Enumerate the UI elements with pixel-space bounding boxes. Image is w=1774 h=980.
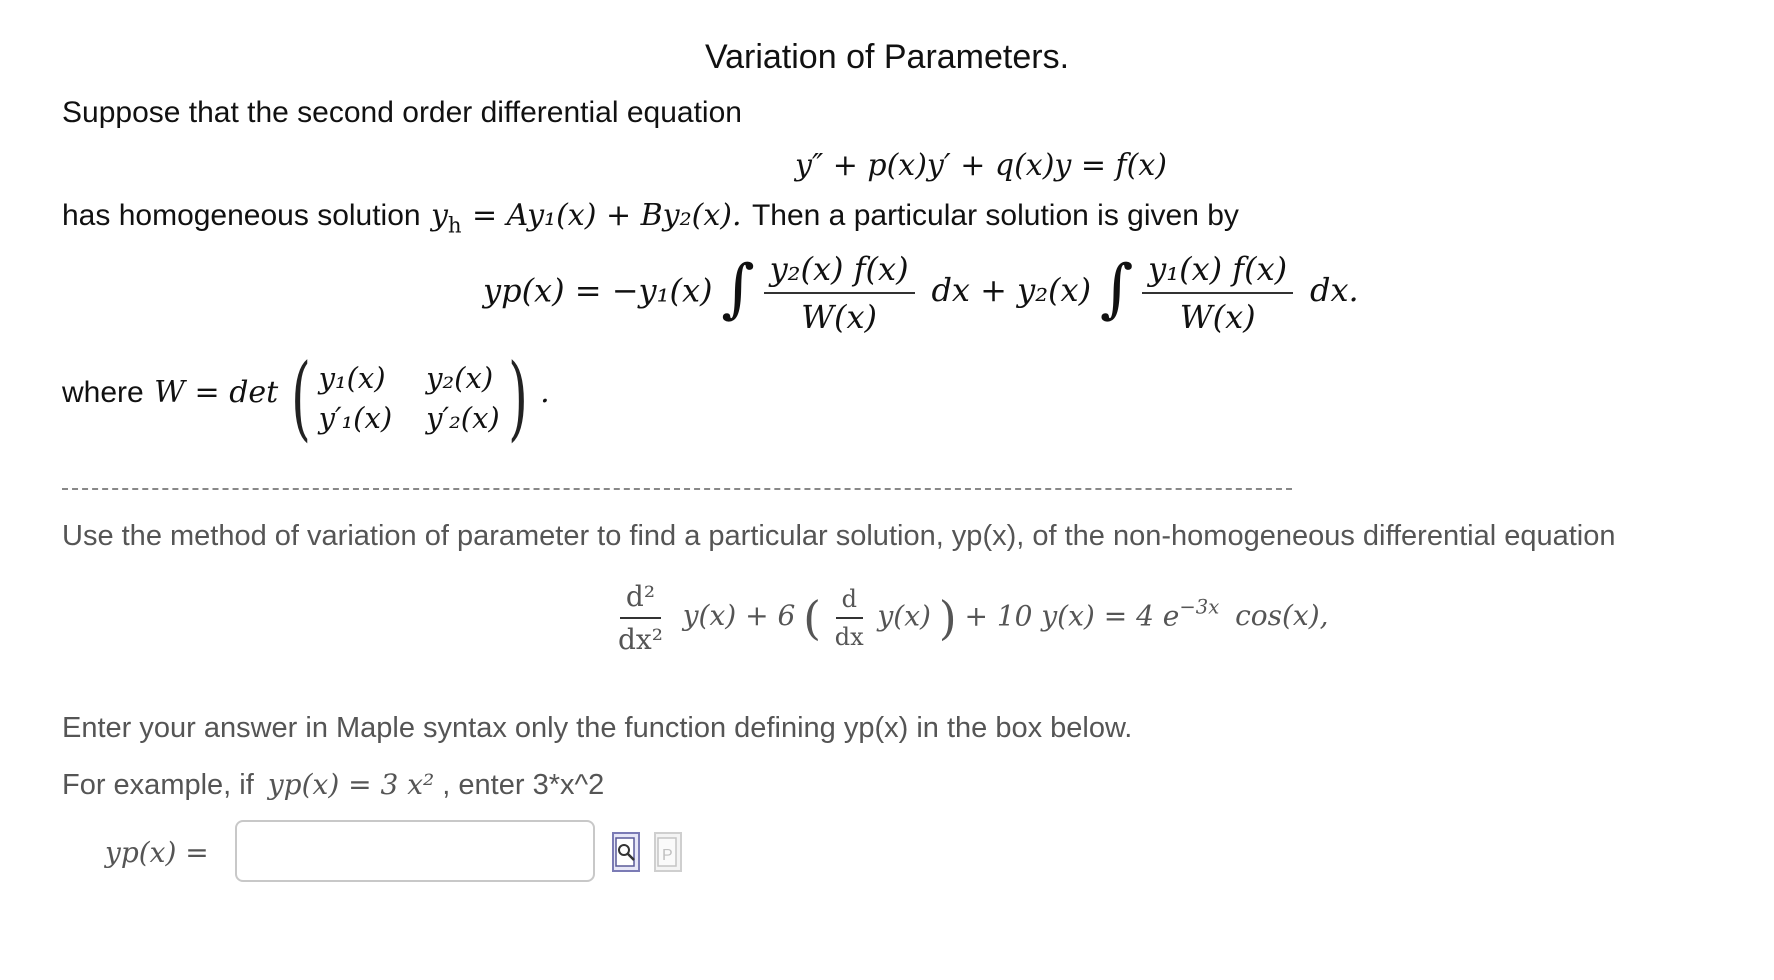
preview-icon[interactable] bbox=[612, 832, 640, 872]
ode-equation: y″ + p(x)y′ + q(x)y = f(x) bbox=[795, 148, 1167, 183]
answer-input[interactable] bbox=[235, 820, 595, 882]
formula-fraction-1 bbox=[764, 250, 915, 336]
equation-term-2: y(x) bbox=[877, 599, 931, 633]
section-divider bbox=[62, 488, 1292, 490]
integral-sign-1: ∫ bbox=[721, 252, 755, 326]
yh-symbol: $y_h$ bbox=[431, 198, 462, 238]
formula-fraction-2 bbox=[1142, 250, 1293, 336]
wronskian-matrix bbox=[283, 344, 536, 451]
instructions-line-2-prefix: For example, if bbox=[62, 769, 254, 801]
instructions-example-math: yp(x) = 3 x² bbox=[267, 768, 435, 801]
instructions-line-2-suffix: , enter 3*x^2 bbox=[442, 769, 605, 801]
equation-exponent: −3x bbox=[1179, 595, 1220, 619]
intro-line-1: Suppose that the second order differential equation bbox=[62, 96, 742, 129]
equation-term-1: y(x) + 6 bbox=[682, 599, 796, 633]
formula-lhs: yp(x) = −y₁(x) bbox=[483, 271, 713, 310]
equation-open-paren: ( bbox=[803, 591, 822, 645]
formula-end: dx. bbox=[1310, 271, 1359, 310]
answer-label: yp(x) = bbox=[105, 836, 209, 869]
second-derivative-numerator: d² bbox=[620, 580, 661, 619]
formula-fraction-1-numerator: y₂(x) f(x) bbox=[764, 250, 915, 294]
svg-text:P: P bbox=[662, 847, 673, 864]
formula-fraction-2-numerator: y₁(x) f(x) bbox=[1142, 250, 1293, 294]
second-derivative-operator bbox=[612, 580, 669, 656]
second-derivative-denominator: dx² bbox=[618, 623, 663, 656]
matrix-cell-21: y′₁(x) bbox=[318, 401, 393, 435]
first-derivative-operator bbox=[829, 585, 870, 651]
matrix-cell-22: y′₂(x) bbox=[426, 401, 500, 435]
formula-fraction-1-denominator: W(x) bbox=[801, 298, 878, 336]
equation-close-paren: ) bbox=[938, 591, 957, 645]
intro-line-2 bbox=[62, 198, 1239, 237]
wronskian-definition bbox=[62, 344, 550, 451]
equation-tail: cos(x), bbox=[1235, 599, 1329, 633]
intro-line-2-prefix: has homogeneous solution bbox=[62, 199, 421, 232]
matrix-cell-11: y₁(x) bbox=[318, 361, 386, 395]
equation-rest: + 10 y(x) = 4 e bbox=[964, 599, 1180, 633]
page-title: Variation of Parameters. bbox=[704, 38, 1070, 76]
intro-line-2-suffix: Then a particular solution is given by bbox=[751, 199, 1239, 232]
problem-statement: Use the method of variation of parameter to find a particular solution, yp(x), of the non-homogeneous differential equation bbox=[62, 520, 1616, 552]
maple-help-icon[interactable] bbox=[654, 832, 682, 872]
wronskian-prefix: where bbox=[62, 376, 144, 410]
first-derivative-denominator: dx bbox=[834, 623, 864, 651]
wronskian-eq: W = det bbox=[154, 375, 279, 411]
instructions-line-1: Enter your answer in Maple syntax only the function defining yp(x) in the box below. bbox=[62, 712, 1133, 744]
problem-equation bbox=[612, 580, 1329, 656]
integral-sign-2: ∫ bbox=[1099, 252, 1134, 326]
formula-fraction-2-denominator: W(x) bbox=[1179, 298, 1256, 336]
matrix-left-paren: ( bbox=[290, 344, 311, 451]
answer-tools bbox=[612, 832, 682, 872]
wronskian-end: . bbox=[540, 375, 550, 411]
matrix-cell-12: y₂(x) bbox=[426, 361, 494, 395]
matrix-grid bbox=[319, 361, 500, 435]
instructions-line-2 bbox=[62, 768, 604, 802]
particular-solution-formula bbox=[483, 250, 1359, 336]
first-derivative-numerator: d bbox=[836, 585, 863, 619]
yh-expression: = Ay₁(x) + By₂(x). bbox=[471, 198, 742, 233]
matrix-right-paren: ) bbox=[507, 344, 528, 451]
formula-middle: dx + y₂(x) bbox=[931, 271, 1092, 310]
